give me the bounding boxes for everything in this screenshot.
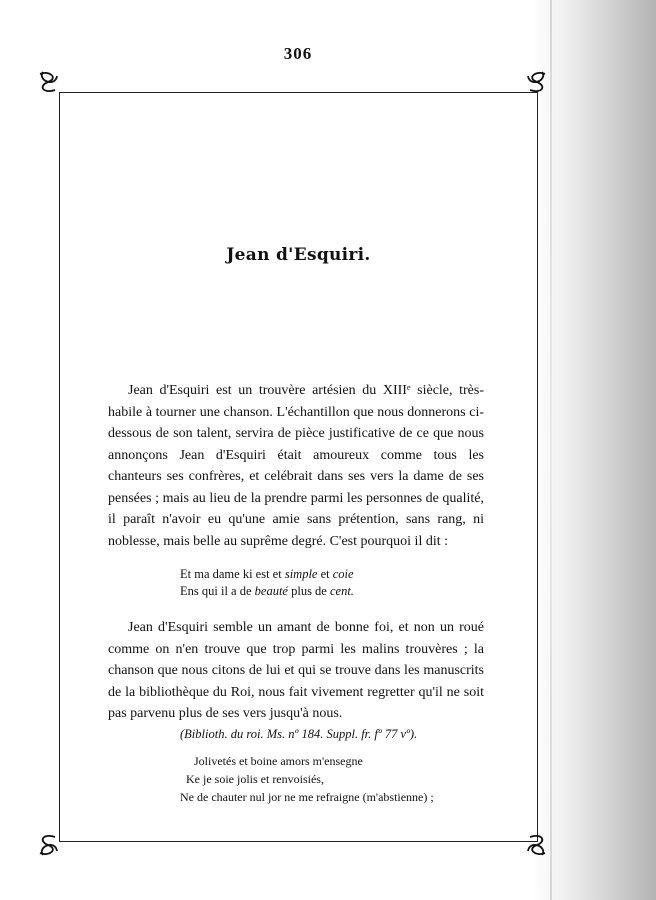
song-line: Ke je soie jolis et renvoisiés, (186, 772, 324, 786)
corner-ornament-icon (524, 833, 550, 859)
page-edge-shadow (532, 0, 656, 900)
corner-ornament-icon (35, 68, 61, 94)
song-excerpt (180, 752, 434, 806)
song-line: Ne de chauter nul jor ne me refraigne (m'abstienne) ; (180, 790, 434, 804)
corner-ornament-icon (524, 68, 550, 94)
manuscript-citation: (Biblioth. du roi. Ms. nº 184. Suppl. fr. fº 77 vº). (180, 727, 418, 741)
verse-line: Ens qui il a de beauté plus de cent. (180, 584, 354, 598)
page-number: 306 (283, 44, 313, 63)
chapter-title: Jean d'Esquiri. (226, 245, 371, 265)
paragraph-commentary: Jean d'Esquiri semble un amant de bonne foi, et non un roué comme on n'en trouve que trop parmi les malins trouvères ; la chanson que nous citons de lui et qui se trouve dans les manuscrits de la bibliothèque du Roi, nous fait vivement regretter qu'il ne soit pas parvenu plus de ses vers jusqu'à nous. (108, 620, 484, 721)
song-line: Jolivetés et boine amors m'ensegne (194, 754, 363, 768)
corner-ornament-icon (35, 833, 61, 859)
verse-line: Et ma dame ki est et simple et coie (180, 567, 354, 581)
paragraph-intro: Jean d'Esquiri est un trouvère artésien du XIIIᵉ siècle, très-habile à tourner une chanson. L'échantillon que nous donnerons ci-dessous de son talent, servira de pièce justificative de ce que nous annonçons Jean d'Esquiri était amoureux comme tous les chanteurs ses confrères, et celébrait dans ses vers la dame de ses pensées ; mais au lieu de la prendre parmi les personnes de qualité, il paraît n'avoir eu qu'une amie sans prétention, sans rang, ni noblesse, mais belle au suprême degré. C'est pourquoi il dit : (108, 383, 484, 549)
verse-quote (180, 566, 354, 600)
